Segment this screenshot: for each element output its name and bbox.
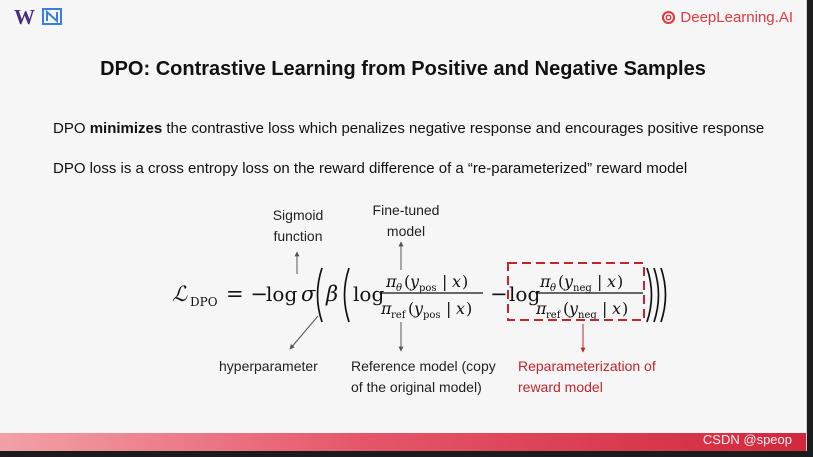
sigma-paren-open	[318, 268, 323, 322]
svg-text:ref: ref	[546, 310, 561, 321]
paren-close-2	[654, 268, 659, 322]
svg-text:y: y	[569, 299, 579, 318]
svg-text:x: x	[452, 272, 462, 291]
pi-ref-neg: π	[536, 299, 547, 318]
label-fine-tuned-line-2: model	[386, 223, 426, 239]
equals-minus: = −	[226, 282, 268, 306]
label-sigmoid-line-2: function	[273, 228, 323, 244]
label-reparameterization	[518, 356, 656, 398]
label-fine-tuned-line-1: Fine-tuned	[372, 202, 440, 218]
svg-text:): )	[462, 272, 469, 291]
label-reference-model-line-1: Reference model (copy	[351, 358, 496, 374]
svg-text:(: (	[408, 299, 415, 318]
pi-theta-neg: π	[540, 272, 551, 291]
label-reference-model-line-2: of the original model)	[351, 379, 482, 395]
arrow-hyperparameter	[290, 316, 318, 349]
svg-text:(: (	[404, 272, 411, 291]
uw-logo: W	[14, 5, 35, 29]
svg-text:y: y	[410, 272, 420, 291]
minus-sign: −	[490, 282, 508, 306]
statement-2: DPO loss is a cross entropy loss on the reward difference of a “re-parameterized” reward model	[53, 160, 688, 177]
beta-symbol: β	[326, 282, 339, 306]
log-term: log	[266, 282, 298, 306]
svg-text:x: x	[456, 299, 466, 318]
svg-text:pos: pos	[419, 283, 437, 294]
svg-text:ref: ref	[391, 310, 406, 321]
loss-subscript: DPO	[190, 295, 218, 309]
label-sigmoid-line-1: Sigmoid	[272, 207, 324, 223]
pi-ref-pos: π	[381, 299, 392, 318]
label-fine-tuned	[356, 200, 456, 242]
dpo-loss-equation	[172, 268, 666, 322]
brand-name: DeepLearning.AI	[680, 9, 793, 26]
label-reparameterization-line-1: Reparameterization of	[518, 358, 656, 374]
slide-title: DPO: Contrastive Learning from Positive and Negative Samples	[100, 58, 706, 80]
label-reparameterization-line-2: reward model	[518, 379, 603, 395]
svg-text:θ: θ	[396, 283, 403, 294]
label-hyperparameter: hyperparameter	[219, 358, 318, 374]
svg-text:neg: neg	[573, 283, 592, 294]
svg-text:x: x	[607, 272, 617, 291]
svg-text:): )	[466, 299, 473, 318]
log-term-neg: log	[509, 282, 541, 306]
svg-text:x: x	[612, 299, 622, 318]
beta-paren-open	[345, 268, 350, 322]
label-sigmoid	[262, 205, 334, 247]
paren-close-3	[661, 268, 666, 322]
svg-text:): )	[617, 272, 624, 291]
svg-text:θ: θ	[550, 283, 557, 294]
pi-theta-pos: π	[386, 272, 397, 291]
label-reference-model	[351, 356, 496, 398]
svg-text:y: y	[414, 299, 424, 318]
footer-gradient-band	[0, 433, 806, 451]
svg-text:neg: neg	[578, 310, 597, 321]
svg-text:|: |	[597, 272, 603, 291]
svg-text:|: |	[446, 299, 452, 318]
svg-text:y: y	[564, 272, 574, 291]
watermark: CSDN @speop	[702, 432, 792, 447]
statement-1-suffix: the contrastive loss which penalizes negative response and encourages positive response	[162, 120, 765, 137]
statement-1-emphasis: minimizes	[89, 120, 163, 137]
svg-text:(: (	[558, 272, 565, 291]
svg-text:|: |	[442, 272, 448, 291]
svg-text:): )	[622, 299, 629, 318]
svg-text:|: |	[602, 299, 608, 318]
loss-symbol: ℒ	[172, 282, 188, 306]
svg-text:pos: pos	[423, 310, 441, 321]
sigma-symbol: σ	[301, 282, 316, 306]
paren-close-1	[647, 268, 652, 322]
statement-1-prefix: DPO	[53, 120, 90, 137]
svg-text:(: (	[563, 299, 570, 318]
log-term-pos: log	[353, 282, 385, 306]
